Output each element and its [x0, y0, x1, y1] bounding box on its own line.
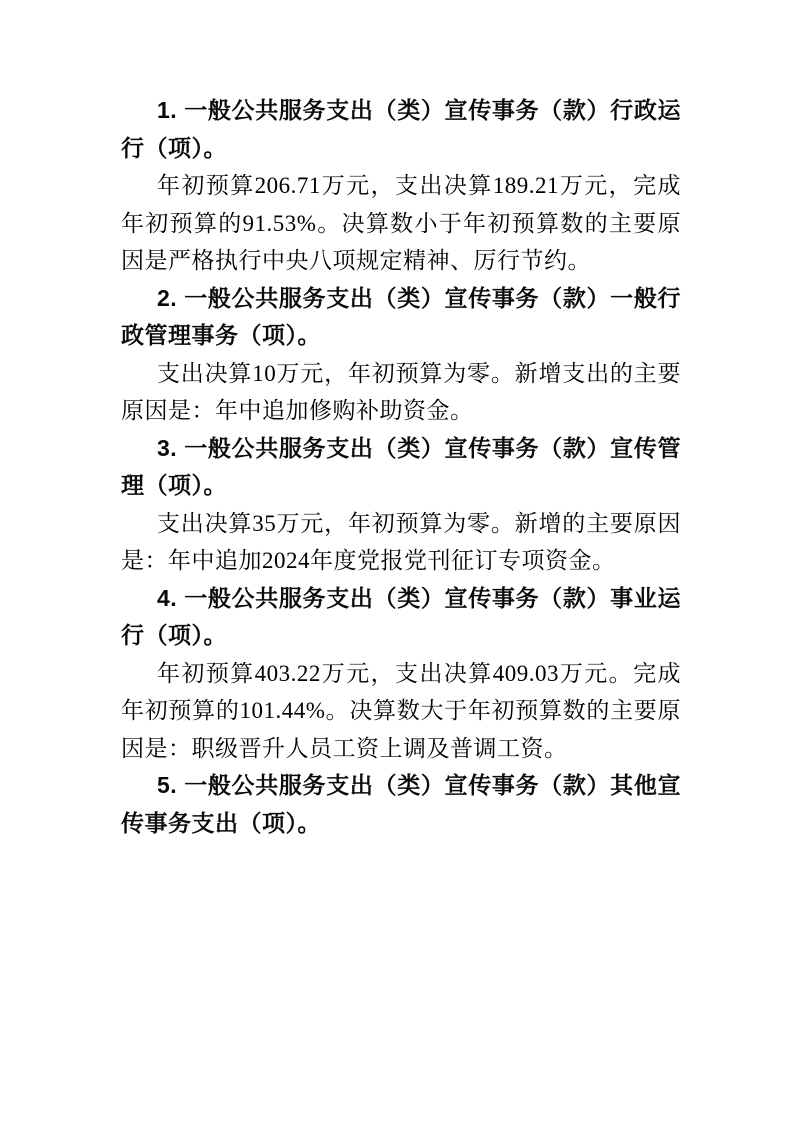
- section-body: 支出决算35万元，年初预算为零。新增的主要原因是：年中追加2024年度党报党刊征订专项资金。: [121, 510, 681, 573]
- section-body: 年初预算206.71万元，支出决算189.21万元，完成年初预算的91.53%。决算数小于年初预算数的主要原因是严格执行中央八项规定精神、厉行节约。: [121, 173, 681, 273]
- section-heading: 4. 一般公共服务支出（类）宣传事务（款）事业运行（项）。: [121, 584, 681, 648]
- budget-section-1: [121, 92, 681, 280]
- section-heading: 2. 一般公共服务支出（类）宣传事务（款）一般行政管理事务（项）。: [121, 284, 681, 348]
- budget-section-5: [121, 767, 681, 842]
- budget-section-3: [121, 430, 681, 580]
- document-body: [121, 92, 681, 842]
- budget-section-4: [121, 580, 681, 768]
- budget-section-2: [121, 280, 681, 430]
- section-body: 支出决算10万元，年初预算为零。新增支出的主要原因是：年中追加修购补助资金。: [121, 360, 681, 423]
- section-heading: 3. 一般公共服务支出（类）宣传事务（款）宣传管理（项）。: [121, 434, 681, 498]
- section-heading: 1. 一般公共服务支出（类）宣传事务（款）行政运行（项）。: [121, 97, 681, 161]
- section-body: 年初预算403.22万元，支出决算409.03万元。完成年初预算的101.44%。决算数大于年初预算数的主要原因是：职级晋升人员工资上调及普调工资。: [121, 660, 681, 761]
- section-heading: 5. 一般公共服务支出（类）宣传事务（款）其他宣传事务支出（项）。: [121, 772, 681, 836]
